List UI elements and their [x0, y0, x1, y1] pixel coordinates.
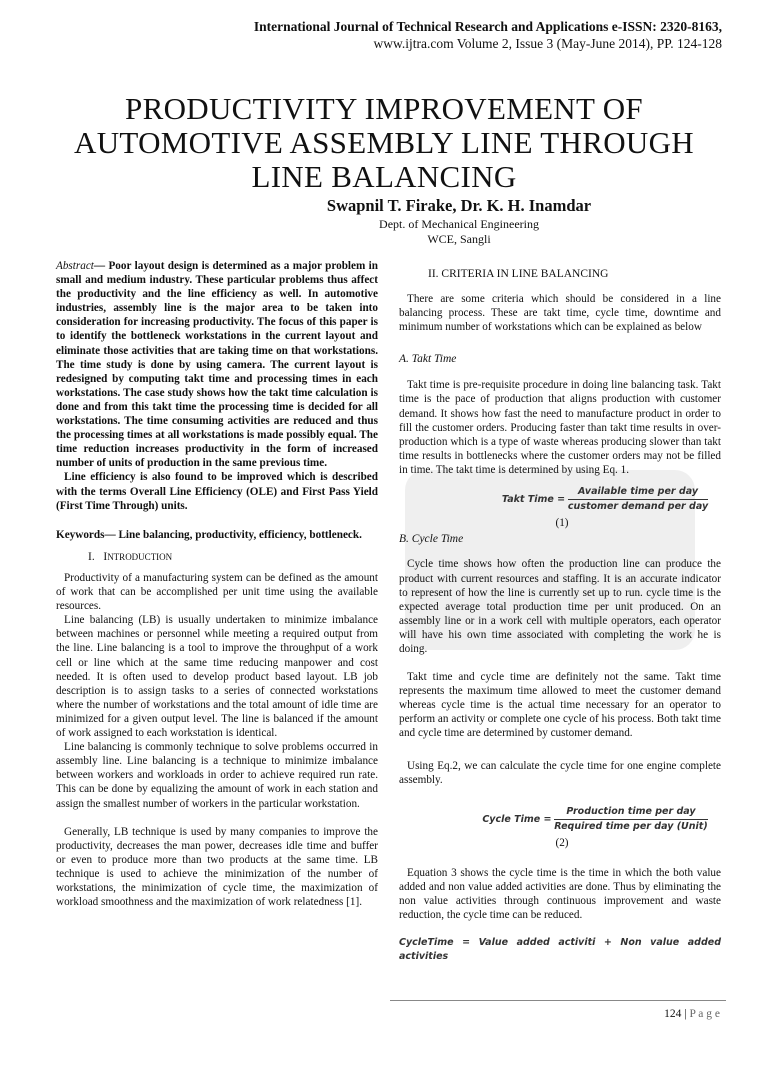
intro-paragraph-2: Line balancing (LB) is usually undertaken to minimize imbalance between machines or personnel while meeting a required output from the line. Line balancing is a tool to improve the throughput of a work cell or line which at the same time reducing manpower and cost needed. It is often used to develop product based layout. LB job description is to assign tasks to a series of connected workstations where the number of workstations and the total amount of idle time are minimized for a given output level. The line is balanced if the amount of work assigned to each workstation is identical.	[56, 614, 378, 740]
journal-issue: www.ijtra.com Volume 2, Issue 3 (May-June 2014), PP. 124-128	[373, 36, 722, 51]
page-sep: |	[681, 1008, 690, 1020]
subsection-a: A. Takt Time	[399, 353, 457, 366]
institution: WCE, Sangli	[427, 232, 491, 246]
authors: Swapnil T. Firake, Dr. K. H. Inamdar	[326, 196, 592, 215]
section-1-num: I.	[88, 551, 95, 563]
criteria-intro: There are some criteria which should be considered in a line balancing process. These are takt time, cycle time, downtime and minimum number of workstations which can be explained as below	[399, 293, 721, 334]
intro-paragraph-1: Productivity of a manufacturing system can be defined as the amount of work that can be accomplished per unit time using the available resources.	[56, 572, 378, 613]
equation-1	[399, 485, 721, 514]
section-2-body	[399, 292, 721, 965]
page-number: 124	[664, 1008, 682, 1020]
eq2-denominator: Required time per day (Unit)	[554, 820, 708, 832]
cycle-paragraph-4: Equation 3 shows the cycle time is the time in which the both value added and non value added activities are done. Thus by eliminating the non value activities through continuous improvement and waste reduction, the cycle time can be reduced.	[399, 867, 721, 922]
intro-paragraph-4: Generally, LB technique is used by many companies to improve the productivity, decreases the man power, decreases idle time and buffer or even to produce more than two products at the same time. LB technique is used to achieve the minimization of the number of workstations, the minimization of cycle time, the maximization of workload smoothness and the maximization of work relatedness [1].	[56, 825, 378, 909]
eq2-fraction	[554, 805, 707, 834]
abstract	[56, 259, 378, 513]
paper-title	[0, 92, 768, 194]
cycle-paragraph-2: Takt time and cycle time are definitely not the same. Takt time represents the maximum time allowed to meet the customer demand whereas cycle time is the actual time necessary for an operator to perform an activity or complete one cycle of his process. Both takt time and cycle time are determined by customer demand.	[399, 671, 721, 740]
page-label: P a g e	[689, 1008, 720, 1020]
eq2-lhs: Cycle Time =	[482, 813, 552, 825]
section-1-heading	[88, 551, 172, 563]
cycle-paragraph-3: Using Eq.2, we can calculate the cycle time for one engine complete assembly.	[399, 759, 721, 786]
subsection-b: B. Cycle Time	[399, 533, 464, 546]
title-line-1: PRODUCTIVITY IMPROVEMENT OF	[125, 91, 643, 126]
equation-3: CycleTime = Value added activiti + Non value added activities	[399, 937, 721, 963]
introduction-body	[56, 571, 378, 909]
journal-header	[254, 18, 722, 52]
eq1-lhs: Takt Time =	[501, 494, 566, 506]
footer-rule	[390, 1000, 726, 1001]
eq2-numerator: Production time per day	[554, 805, 707, 820]
eq1-fraction	[568, 485, 708, 514]
title-line-3: LINE BALANCING	[251, 159, 517, 194]
cycle-paragraph-1: Cycle time shows how often the production line can produce the product with current resources and staffing. It is an accurate indicator to represent of how the line is currently set up to run. cycle time is the expected average total production time per unit produced. On an assembly line or in a work cell with multiple operators, each operator will have his own time associated with completing the work he is doing.	[399, 558, 721, 655]
takt-paragraph: Takt time is pre-requisite procedure in doing line balancing task. Takt time is the pace of production that aligns production with customer demand. It shows how fast the need to manufacture product in order to fill the customer orders. Producing faster than takt time results in over-production which is a type of waste whereas producing slower than takt time results in bottlenecks where the customer orders may not be filled in time. The takt time is determined by using Eq. 1.	[399, 379, 721, 476]
eq1-number: (1)	[555, 517, 569, 530]
section-1-rest: NTRODUCTION	[107, 552, 173, 562]
eq1-denominator: customer demand per day	[567, 501, 709, 513]
abstract-dash: —	[93, 260, 109, 272]
affiliation	[0, 217, 768, 247]
department: Dept. of Mechanical Engineering	[379, 217, 539, 231]
title-line-2: AUTOMOTIVE ASSEMBLY LINE THROUGH	[74, 125, 694, 160]
equation-2	[399, 805, 721, 834]
abstract-label: Abstract	[56, 260, 94, 272]
keywords: Keywords— Line balancing, productivity, efficiency, bottleneck.	[56, 529, 362, 541]
section-2-heading: II. CRITERIA IN LINE BALANCING	[428, 268, 609, 280]
section-1-first: I	[103, 551, 108, 563]
eq2-number: (2)	[555, 836, 569, 849]
intro-paragraph-3: Line balancing is commonly technique to solve problems occurred in assembly line. Line balancing is a technique to minimize imbalance between workers and workloads in order to achieve required run rate. This can be done by equalizing the amount of work in each station and assign the smallest number of workers in the particular workstation.	[56, 741, 378, 810]
page-footer	[664, 1008, 720, 1020]
abstract-text: Poor layout design is determined as a major problem in small and medium industry. These particular problems thus affect the productivity and the line efficiency as well. In automotive industries, assembly line is the major area to be taken into consideration for increasing productivity. The focus of this paper is to identify the bottleneck workstations in the current layout and eliminate those activities that are taking time on that workstations. The time study is done by using camera. The current layout is redesigned by computing takt time and processing times in each workstations. The case study shows how the takt time calculation is done and from this takt time the processing time is decided for all workstations. The time consuming activities are reduced and thus the processing times at all workstations is made possibly equal. The time reduction increases productivity in the form of increased number of units of production in the same previous time.	[56, 260, 378, 470]
eq1-numerator: Available time per day	[568, 485, 708, 500]
abstract-text-2: Line efficiency is also found to be improved which is described with the terms Overall Line Efficiency (OLE) and First Pass Yield (First Time Through) units.	[56, 471, 378, 512]
journal-name: International Journal of Technical Research and Applications e-ISSN: 2320-8163,	[253, 19, 722, 34]
